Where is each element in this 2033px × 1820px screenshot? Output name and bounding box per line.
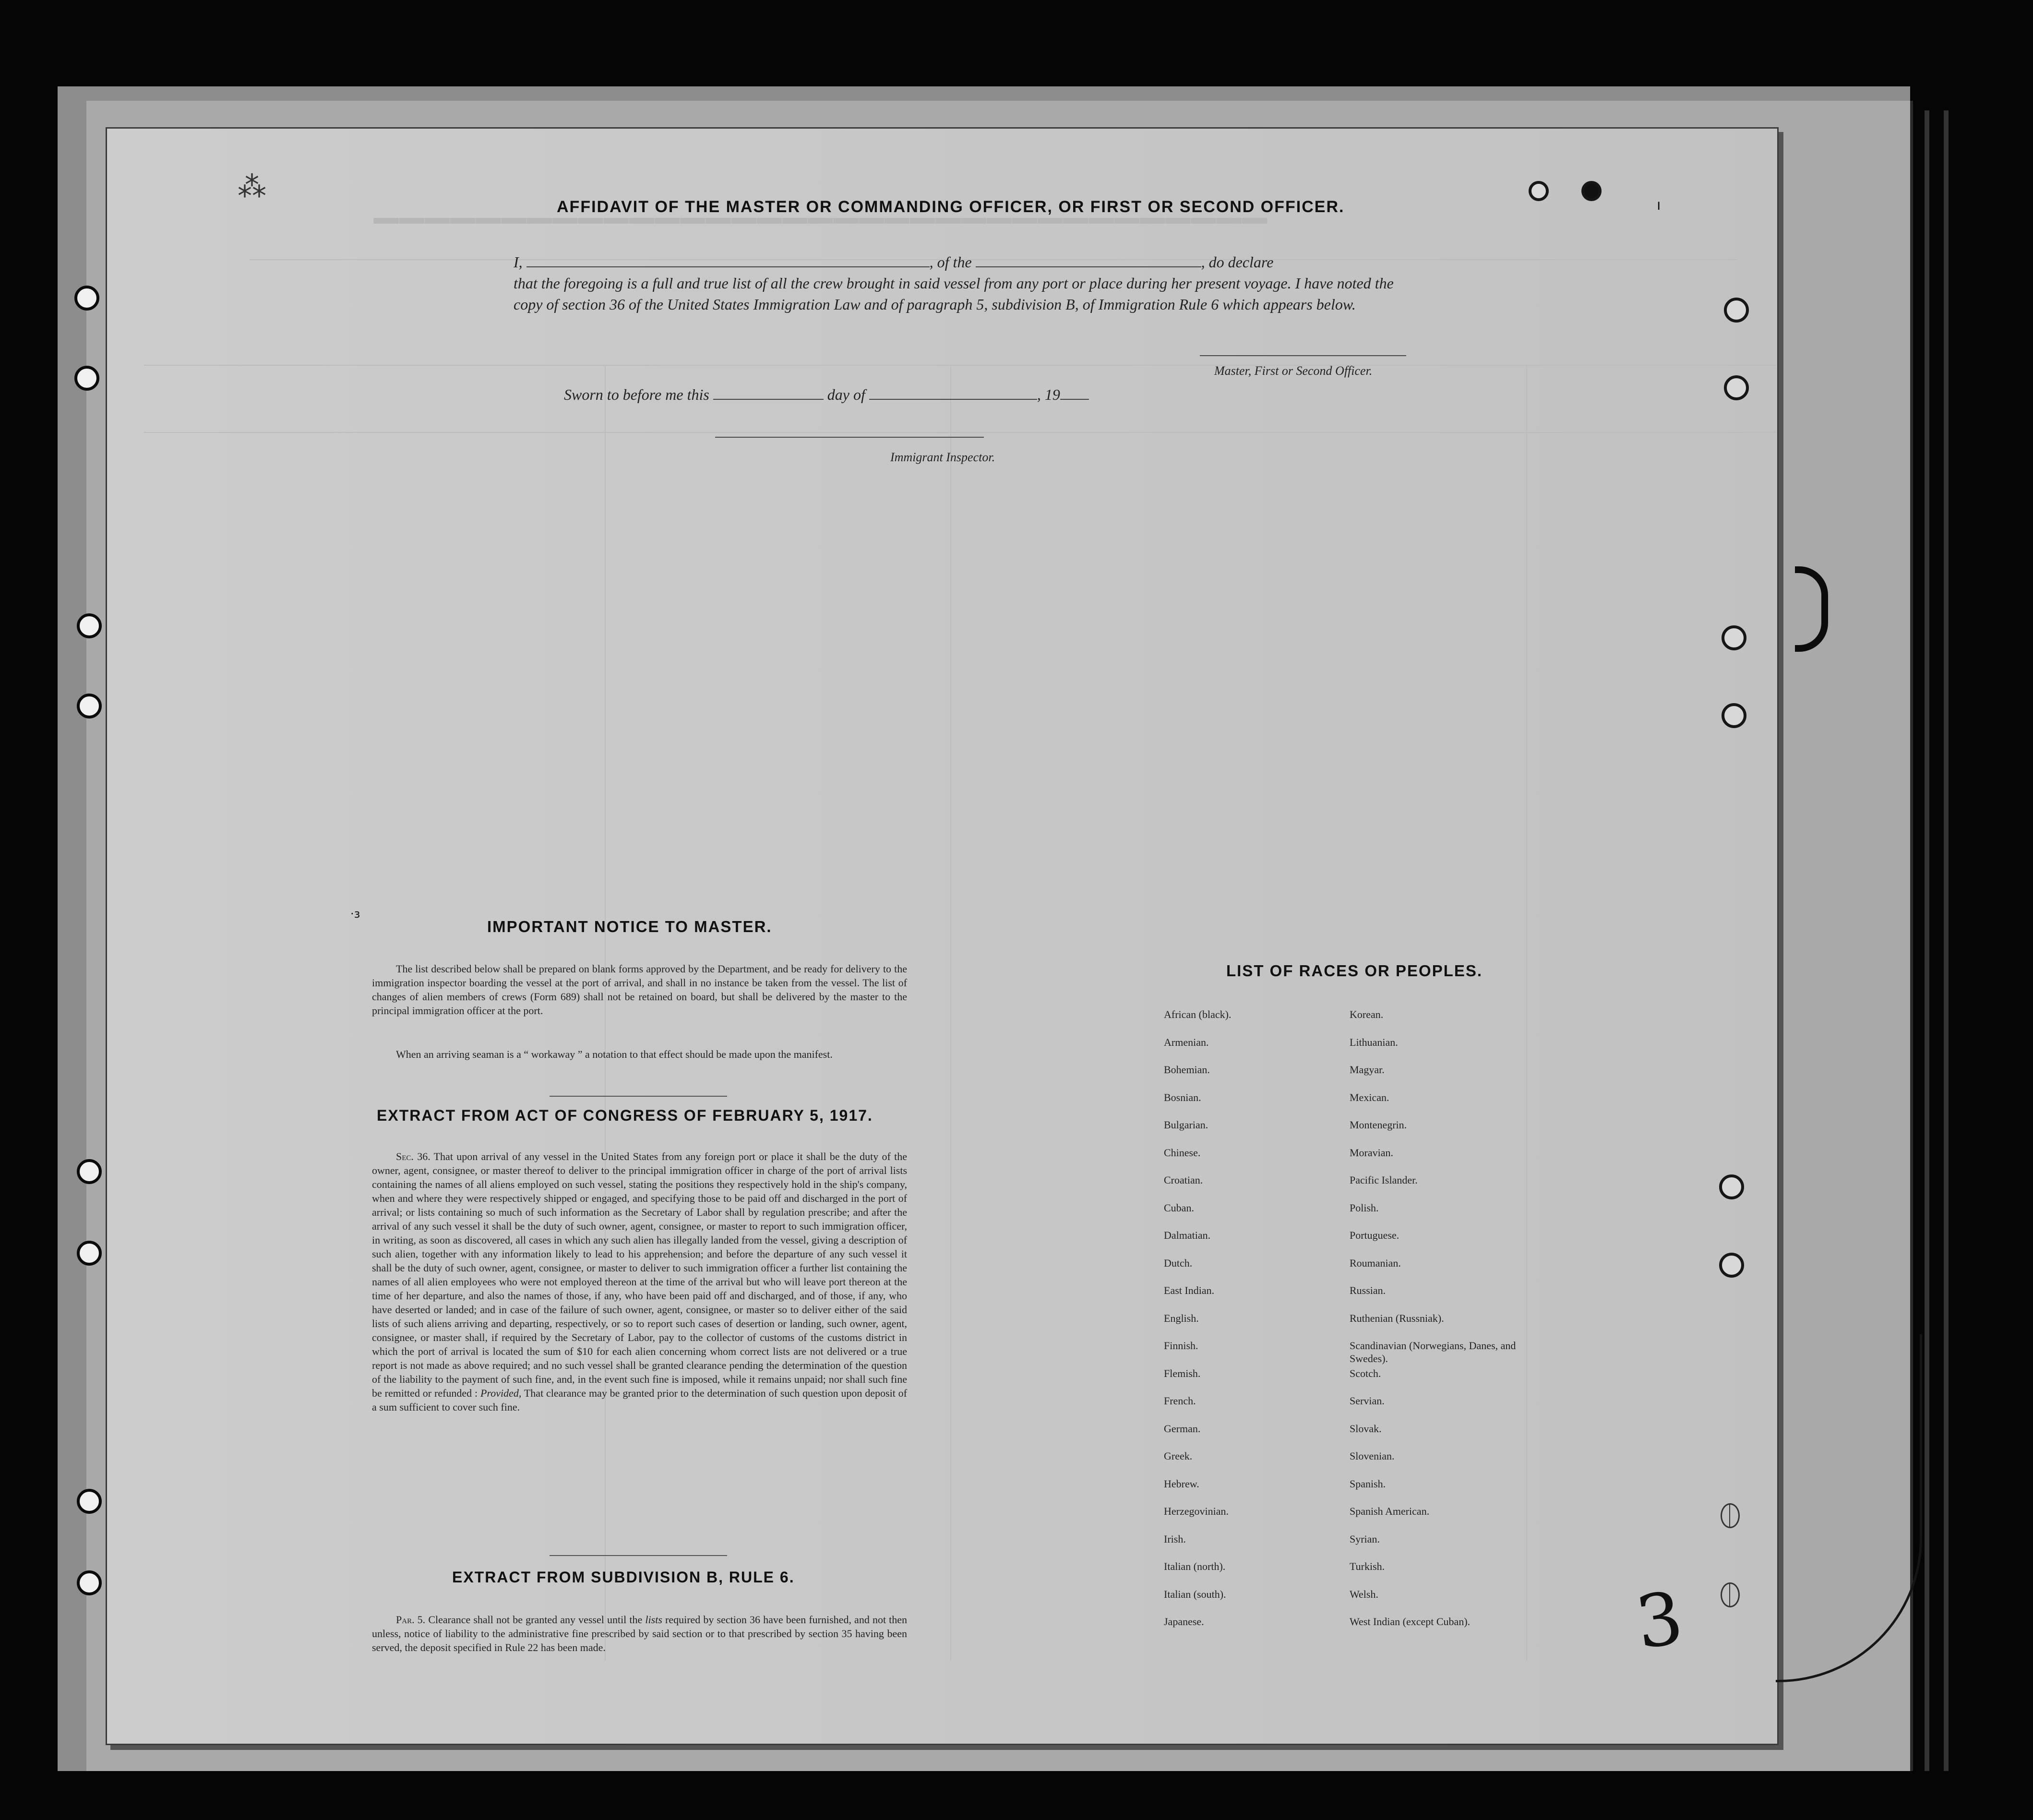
page-edge <box>1925 110 1929 1771</box>
race-item: Servian. <box>1350 1395 1385 1407</box>
punch-hole <box>1724 375 1749 400</box>
race-item: Pacific Islander. <box>1350 1174 1418 1186</box>
race-item: Moravian. <box>1350 1146 1394 1159</box>
race-item: Finnish. <box>1164 1340 1198 1352</box>
notice-paragraph-1: The list described below shall be prepared on blank forms approved by the Department, and be ready for delivery to the immigration inspector boarding the vessel at the port of arrival, and shall in no instance be taken from the vessel. The list of changes of alien members of crews (Form 689) shall not be retained on board, but shall be delivered by the master to the principal immigration officer at the port. <box>372 963 907 1017</box>
race-item: Flemish. <box>1164 1367 1201 1379</box>
race-item: Bulgarian. <box>1164 1119 1208 1131</box>
signature-label: Master, First or Second Officer. <box>1214 364 1373 378</box>
margin-mark: ·ɜ <box>350 907 360 921</box>
handwritten-page-number: 3 <box>1631 1576 1688 1665</box>
section-body: That upon arrival of any vessel in the United States from any foreign port or place it shall be the duty of the owner, agent, consignee, or master thereof to deliver to the principal immigration officer in charge of the port of arrival lists containing the names of all aliens employed on such vessel, stating the positions they respectively hold in the ship's company, when and where they were respectively shipped or engaged, and specifying those to be paid off and discharged in the port of arrival; or lists containing so much of such information as the Secretary of Labor shall by regulation prescribe; and after the arrival of any such vessel it shall be the duty of such owner, agent, consignee, or master to report to such immigration officer, in writing, as soon as discovered, all cases in which any such alien has illegally landed from the vessel, giving a description of such alien, together with any information likely to lead to his apprehension; and before the departure of any such vessel it shall be the duty of such owner, agent, consignee, or master to deliver to such immigration officer a further list containing the names of all alien employees who were not employed thereon at the time of the arrival but who will leave port thereon at the time of her departure, and also the names of those, if any, who have been paid off and discharged, and of those, if any, who have deserted or landed; and in case of the failure of such owner, agent, consignee, or master so to deliver either of the said lists of such aliens arriving and departing, respectively, or so to report such cases of desertion or landing, such owner, agent, consignee, or master shall, if required by the Secretary of Labor, pay to the collector of customs of the customs district in which the port of arrival is located the sum of $10 for each alien concerning whom correct lists are not delivered or a true report is not made as above required; and no such vessel shall be granted clearance pending the determination of the question of the liability to the payment of such fine, and, in the event such fine is imposed, while it remains unpaid; nor shall such fine be remitted or refunded : <box>372 1150 907 1399</box>
race-item: Lithuanian. <box>1350 1036 1398 1048</box>
punch-hole <box>77 1570 102 1595</box>
race-item: Scandinavian (Norwegians, Danes, and Swedes). <box>1350 1340 1516 1365</box>
punch-hole <box>1719 1174 1744 1199</box>
race-item: Japanese. <box>1164 1616 1204 1628</box>
race-item: Russian. <box>1350 1284 1386 1296</box>
race-item: Korean. <box>1350 1008 1384 1020</box>
race-item: Greek. <box>1164 1450 1193 1462</box>
race-item: Armenian. <box>1164 1036 1209 1048</box>
race-item: Spanish. <box>1350 1477 1386 1490</box>
race-item: Polish. <box>1350 1201 1379 1214</box>
race-item: Roumanian. <box>1350 1257 1401 1269</box>
punch-hole <box>77 694 102 718</box>
punch-hole <box>1529 181 1549 201</box>
punch-hole <box>77 1489 102 1514</box>
extract-act-title: EXTRACT FROM ACT OF CONGRESS OF FEBRUARY 5, 1917. <box>377 1107 873 1124</box>
ghost-line <box>144 365 1776 366</box>
name-blank[interactable] <box>526 253 930 267</box>
race-item: Italian (south). <box>1164 1588 1226 1600</box>
declaration-line <box>514 251 1416 273</box>
punch-hole <box>1724 298 1749 323</box>
sworn-day-blank[interactable] <box>713 385 824 400</box>
vessel-blank[interactable] <box>976 253 1201 267</box>
sworn-text: Sworn to before me this <box>564 386 709 403</box>
races-title: LIST OF RACES OR PEOPLES. <box>1226 962 1483 980</box>
ghost-line <box>144 432 1776 433</box>
rule-text-b: required by section 36 have been furnished, and not then unless, notice of liability to the administrative fine prescribed by said section or to that prescribed by section 35 having been served, the deposit specified in Rule 22 has been made. <box>372 1614 908 1653</box>
punch-hole <box>74 286 99 311</box>
sworn-month-blank[interactable] <box>869 385 1037 400</box>
race-item: French. <box>1164 1395 1196 1407</box>
ring-mark-icon <box>1721 1503 1740 1528</box>
punch-hole <box>77 1241 102 1266</box>
race-item: Welsh. <box>1350 1588 1378 1600</box>
race-item: Chinese. <box>1164 1146 1201 1159</box>
inspector-label: Immigrant Inspector. <box>890 450 995 464</box>
race-item: Slovenian. <box>1350 1450 1395 1462</box>
race-item: Croatian. <box>1164 1174 1203 1186</box>
race-item: Dalmatian. <box>1164 1229 1211 1241</box>
provided-word: Provided, <box>480 1387 522 1399</box>
punch-hole <box>1719 1253 1744 1278</box>
divider <box>550 1555 727 1556</box>
inspector-signature-line[interactable] <box>715 437 984 438</box>
ghost-line <box>1526 365 1527 1661</box>
race-item: Slovak. <box>1350 1422 1382 1435</box>
race-item: West Indian (except Cuban). <box>1350 1616 1471 1628</box>
race-item: Turkish. <box>1350 1560 1385 1572</box>
lists-word: lists <box>645 1614 662 1626</box>
race-item: East Indian. <box>1164 1284 1215 1296</box>
notice-title: IMPORTANT NOTICE TO MASTER. <box>487 918 772 935</box>
race-item: Mexican. <box>1350 1091 1389 1103</box>
race-item: Ruthenian (Russniak). <box>1350 1312 1444 1324</box>
notice-paragraph-2: When an arriving seaman is a “ workaway ” a notation to that effect should be made upon the manifest. <box>396 1048 833 1060</box>
rule-text-a: Clearance shall not be granted any vessel until the <box>428 1614 643 1626</box>
declaration-i: I, <box>514 253 523 271</box>
race-item: English. <box>1164 1312 1199 1324</box>
margin-mark: ⁂ <box>238 170 266 204</box>
race-item: African (black). <box>1164 1008 1232 1020</box>
punch-hole <box>1722 703 1746 728</box>
punch-hole <box>74 366 99 391</box>
punch-hole <box>77 1159 102 1184</box>
margin-mark: ı <box>1657 197 1661 214</box>
race-item: Italian (north). <box>1164 1560 1226 1572</box>
race-item: Syrian. <box>1350 1533 1380 1545</box>
section-label: Sec. 36. <box>396 1150 431 1162</box>
signature-line[interactable] <box>1200 355 1406 356</box>
affidavit-title: AFFIDAVIT OF THE MASTER OR COMMANDING OFFICER, OR FIRST OR SECOND OFFICER. <box>557 198 1345 216</box>
year-prefix: , 19 <box>1037 386 1060 403</box>
day-of-text: day of <box>827 386 865 403</box>
page-edge <box>1944 110 1949 1771</box>
declaration-body: that the foregoing is a full and true list of all the crew brought in said vessel from any port or place during her present voyage. I have noted the copy of section 36 of the United States Immigration Law and of paragraph 5, subdivision B, of Immigration Rule 6 which appears below. <box>514 275 1394 313</box>
section-36-text <box>372 1149 907 1414</box>
rule-6-text <box>372 1613 907 1654</box>
punch-hole <box>1722 625 1746 650</box>
extract-rule-title: EXTRACT FROM SUBDIVISION B, RULE 6. <box>452 1569 795 1586</box>
document-sheet <box>106 127 1779 1745</box>
race-item: Spanish American. <box>1350 1505 1430 1517</box>
ghost-bleed-through: ▁▁▁▁▁▁▁▁▁▁▁▁▁▁▁▁▁▁▁▁▁▁▁▁▁▁▁▁▁▁▁▁▁▁▁ <box>374 219 1268 254</box>
ring-mark-icon <box>1721 1582 1740 1607</box>
race-item: Magyar. <box>1350 1064 1385 1076</box>
sworn-line <box>564 384 1089 405</box>
race-item: Dutch. <box>1164 1257 1193 1269</box>
race-item: Herzegovinian. <box>1164 1505 1229 1517</box>
race-item: German. <box>1164 1422 1201 1435</box>
section-end: That clearance may be granted prior to the determination of such question upon deposit of a sum sufficient to cover such fine. <box>372 1387 907 1413</box>
race-item: Scotch. <box>1350 1367 1381 1379</box>
binder-clip-icon <box>1795 566 1828 652</box>
par-label: Par. 5. <box>396 1614 426 1626</box>
race-item: Bosnian. <box>1164 1091 1201 1103</box>
race-item: Bohemian. <box>1164 1064 1210 1076</box>
race-item: Montenegrin. <box>1350 1119 1407 1131</box>
divider <box>550 1096 727 1097</box>
ghost-line <box>950 365 951 1661</box>
declaration-declare: , do declare <box>1201 253 1274 271</box>
punch-hole <box>77 613 102 638</box>
race-item: Irish. <box>1164 1533 1186 1545</box>
punch-hole <box>1581 181 1602 201</box>
declaration-of: , of the <box>929 253 972 271</box>
race-item: Cuban. <box>1164 1201 1194 1214</box>
race-item: Portuguese. <box>1350 1229 1399 1241</box>
race-item: Hebrew. <box>1164 1477 1199 1490</box>
sworn-year-blank[interactable] <box>1060 385 1089 400</box>
